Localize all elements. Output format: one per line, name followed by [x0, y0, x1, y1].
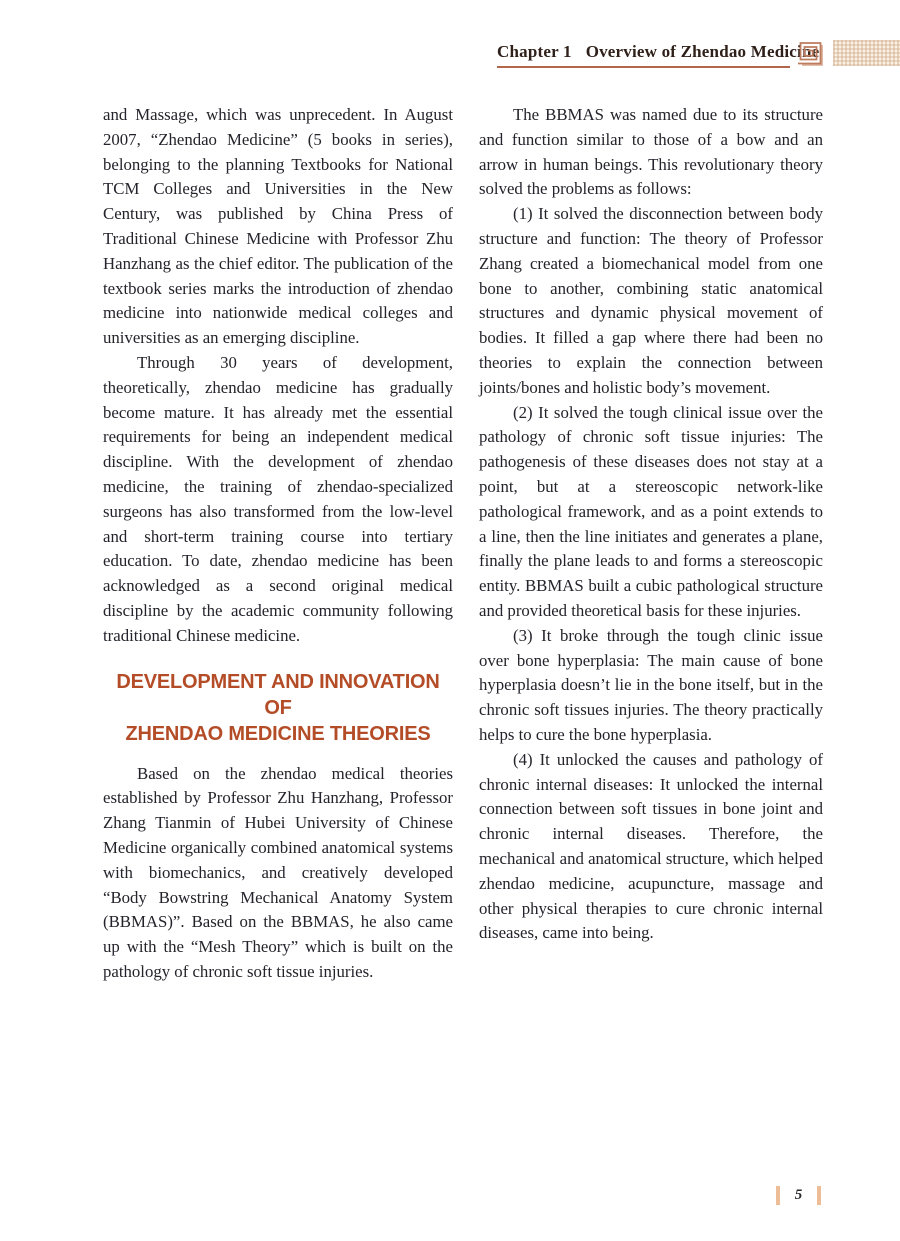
section-heading-line1: DEVELOPMENT AND INNOVATION OF — [116, 670, 440, 719]
paragraph: (2) It solved the tough clinical issue over the pathology of chronic soft tissue injuries: The pathogenesis of these diseases does not stay at a point, but at a stereoscopic network-like pathological framework, and as a point extends to a line, then the line initiates and generates a plane, finally the plane leads to and forms a stereoscopic entity. BBMAS built a cubic pathological structure and provided theoretical basis for these injuries. — [479, 402, 823, 620]
chapter-title: Overview of Zhendao Medicine — [585, 42, 820, 61]
corner-texture-block — [833, 40, 900, 66]
paragraph: The BBMAS was named due to its structure and function similar to those of a bow and an arrow in human beings. This revolutionary theory solved the problems as follows: — [479, 105, 823, 199]
page-number-bar-left — [776, 1186, 780, 1205]
paragraph: (4) It unlocked the causes and pathology of chronic internal diseases: It unlocked the internal connection between soft tissues in bone joint and chronic internal diseases. Therefore, the mechanical and anatomical structure, which helped zhendao medicine, acupuncture, massage and other physical therapies to cure chronic internal diseases, came into being. — [479, 749, 823, 943]
paragraph: (1) It solved the disconnection between body structure and function: The theory of Professor Zhang created a biomechanical model from one bone to another, combining static anatomical structures and dynamic physical movement of bodies. It filled a gap where there had been no theories to explain the connection between joints/bones and holistic body’s movement. — [479, 204, 823, 397]
paragraph: and Massage, which was unprecedent. In August 2007, “Zhendao Medicine” (5 books in series), belonging to the planning Textbooks for National TCM Colleges and Universities in the New Century, was published by China Press of Traditional Chinese Medicine with Professor Zhu Hanzhang as the chief editor. The publication of the textbook series marks the introduction of zhendao medicine into nationwide medical colleges and universities as an emerging discipline. — [103, 105, 453, 348]
paragraph: (3) It broke through the tough clinic issue over bone hyperplasia: The main cause of bone hyperplasia doesn’t lie in the bone itself, but in the chronic soft tissues injuries. The theory practically helps to cure the bone hyperplasia. — [479, 625, 823, 744]
footer-page-number — [772, 1185, 824, 1206]
page-number: 5 — [794, 1187, 803, 1203]
page-number-bar-right — [817, 1186, 821, 1205]
section-heading — [107, 669, 449, 747]
running-header — [497, 42, 820, 62]
header-rule — [497, 66, 790, 68]
square-spiral-icon — [796, 41, 823, 66]
right-column — [479, 103, 823, 946]
section-heading-line2: ZHENDAO MEDICINE THEORIES — [125, 722, 431, 745]
paragraph: Based on the zhendao medical theories established by Professor Zhu Hanzhang, Professor Zhang Tianmin of Hubei University of Chinese Medicine organically combined anatomical systems with biomechanics, and creatively developed “Body Bowstring Mechanical Anatomy System (BBMAS)”. Based on the BBMAS, he also came up with the “Mesh Theory” which is built on the pathology of chronic soft tissue injuries. — [103, 763, 453, 981]
chapter-label: Chapter 1 — [497, 42, 572, 61]
paragraph: Through 30 years of development, theoretically, zhendao medicine has gradually become mature. It has already met the essential requirements for being an independent medical discipline. With the development of zhendao medicine, the training of zhendao-specialized surgeons has also transformed from the low-level and short-term training course into tertiary education. To date, zhendao medicine has been acknowledged as a second original medical discipline by the academic community following traditional Chinese medicine. — [103, 352, 453, 645]
left-column — [103, 103, 453, 985]
